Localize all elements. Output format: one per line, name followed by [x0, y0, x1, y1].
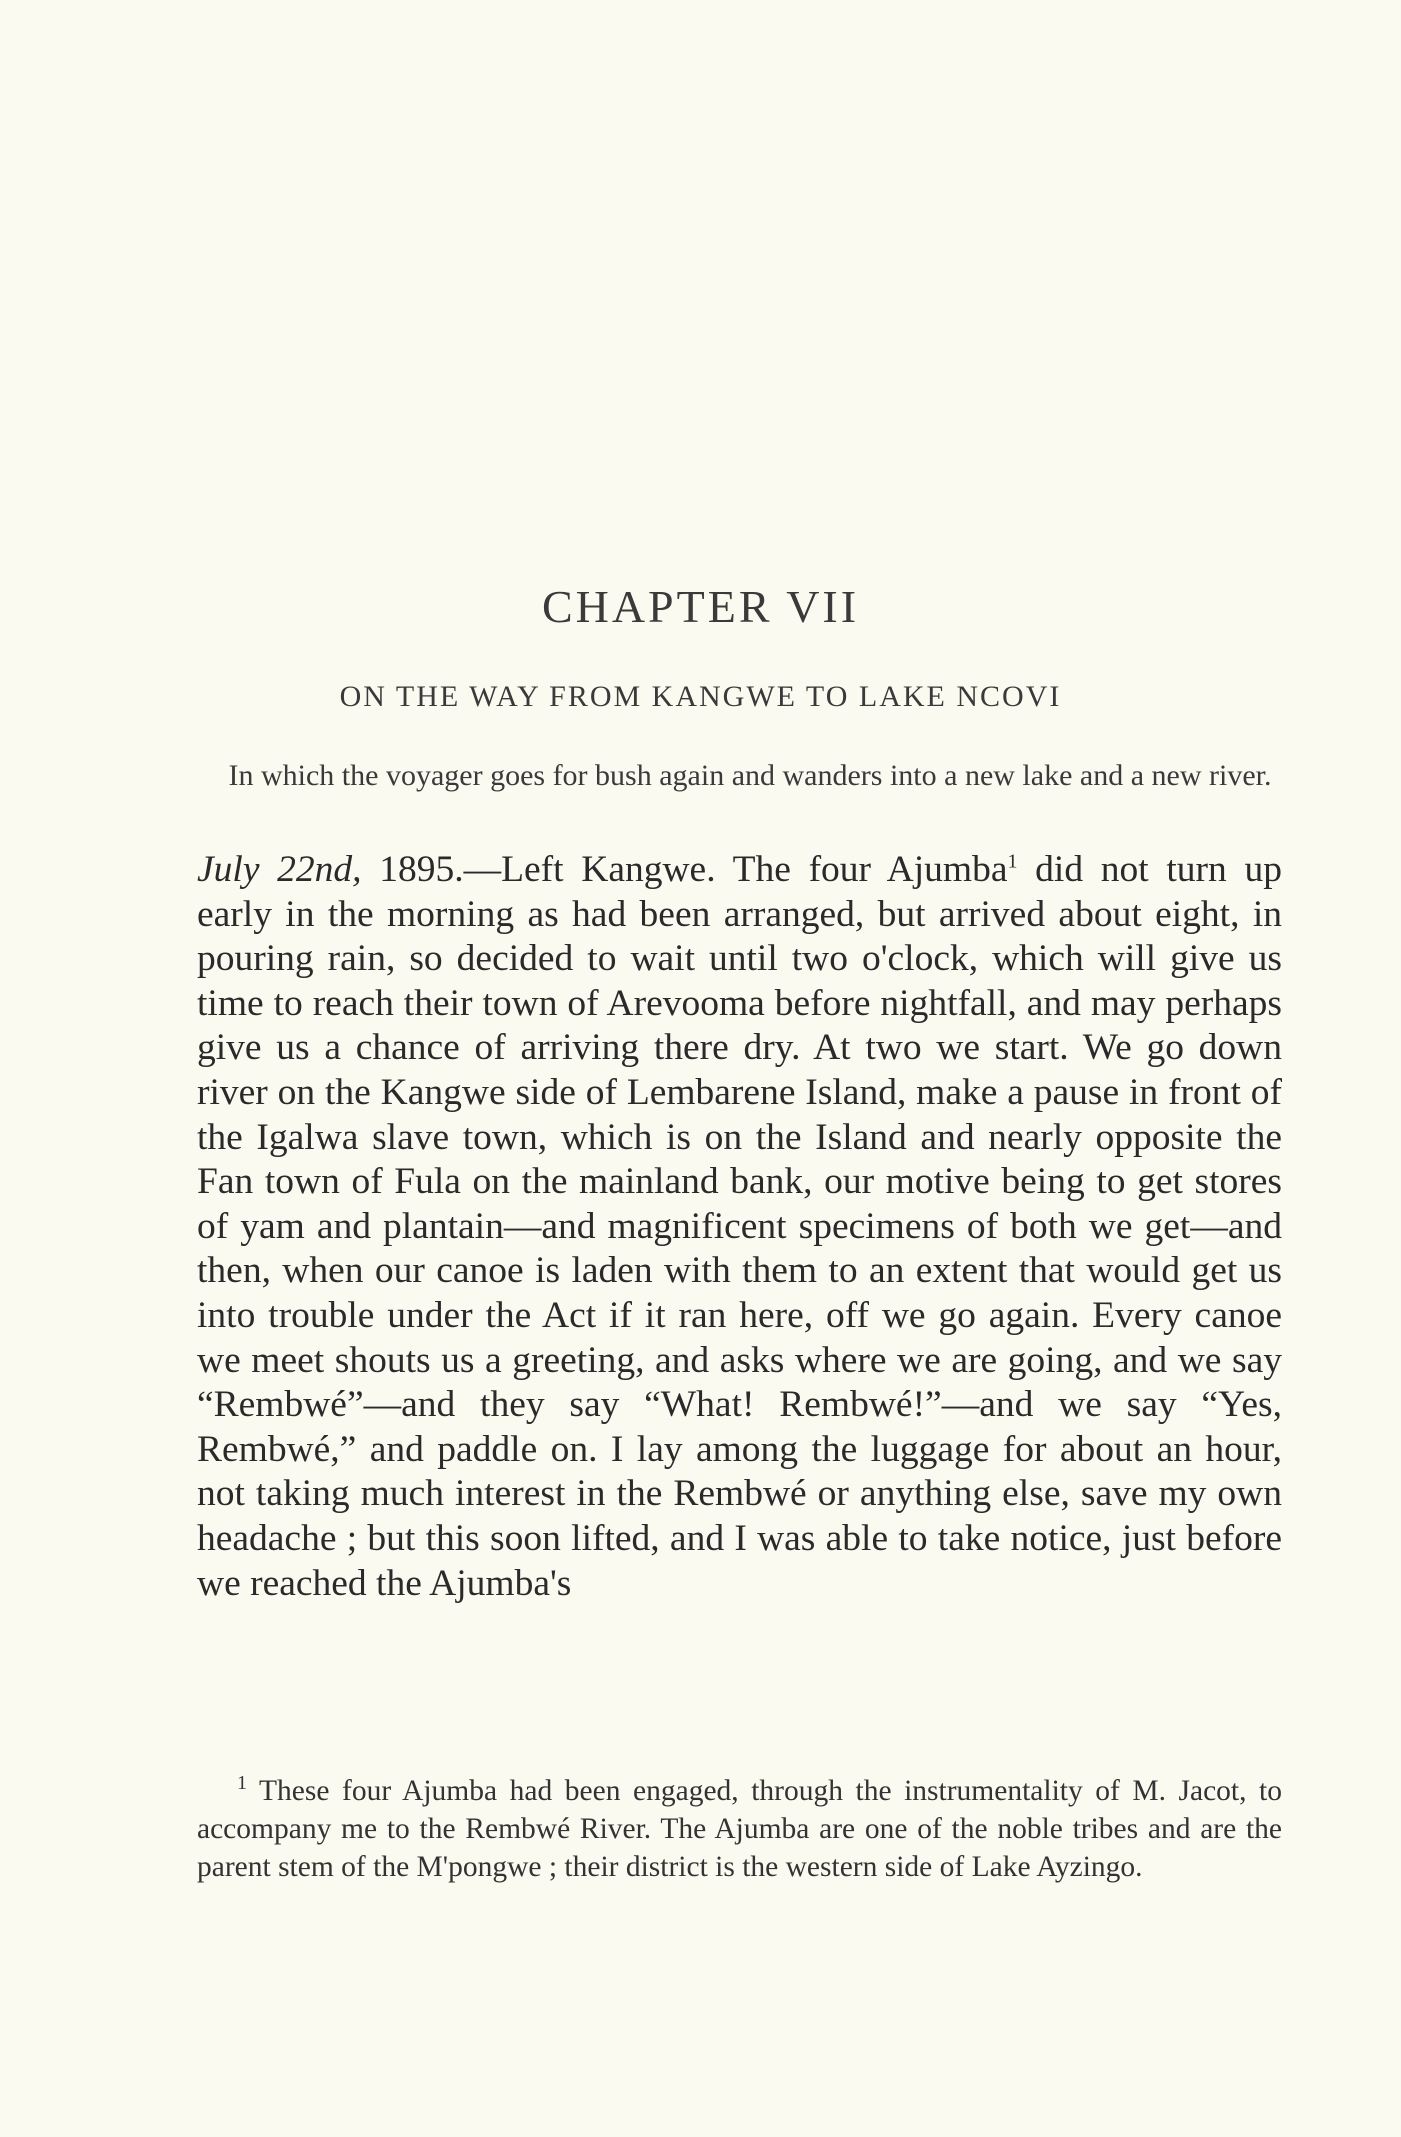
footnote-marker: 1 [237, 1772, 247, 1795]
body-paragraph [197, 848, 1282, 1606]
chapter-title: CHAPTER VII [541, 581, 860, 632]
footnote [197, 1772, 1282, 1886]
body-opening: 1895.—Left Kangwe. The four Ajumba [361, 849, 1008, 890]
entry-date: July 22nd, [197, 849, 362, 890]
footnote-text: These four Ajumba had been engaged, through the instrumentality of M. Jacot, to accompany me to the Rembwé River. The Ajumba are one of the noble tribes and are the parent stem of the M'pongwe ; their district is the western side of Lake Ayzingo. [197, 1775, 1282, 1883]
footnote-reference: 1 [1007, 850, 1018, 873]
body-continuation: did not turn up early in the morning as had been arranged, but arrived about eight, in pouring rain, so decided to wait until two o'clock, which will give us time to reach their town of Arevooma before nightfall, and may perhaps give us a chance of arriving there dry. At two we start. We go down river on the Kangwe side of Lembarene Island, make a pause in front of the Igalwa slave town, which is on the Island and nearly opposite the Fan town of Fula on the mainland bank, our motive being to get stores of yam and plantain—and magnificent specimens of both we get—and then, when our canoe is laden with them to an extent that would get us into trouble under the Act if it ran here, off we go again. Every canoe we meet shouts us a greeting, and asks where we are going, and we say “Rembwé”—and they say “What! Rembwé!”—and we say “Yes, Rembwé,” and paddle on. I lay among the luggage for about an hour, not taking much interest in the Rembwé or anything else, save my own headache ; but this soon lifted, and I was able to take notice, just before we reached the Ajumba's [197, 849, 1282, 1604]
chapter-summary: In which the voyager goes for bush again and wanders into a new lake and a new river. [228, 759, 1272, 792]
chapter-subtitle: ON THE WAY FROM KANGWE TO LAKE NCOVI [339, 680, 1062, 713]
